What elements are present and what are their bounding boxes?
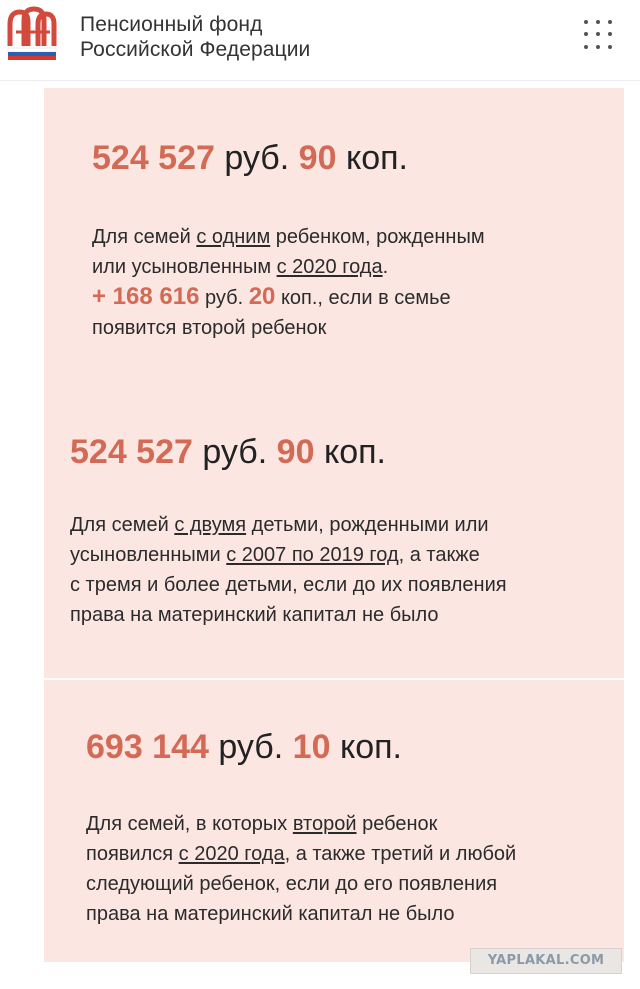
desc-text: права на материнский капитал не было xyxy=(70,604,439,626)
amount-kop: 90 xyxy=(276,433,315,471)
amount-kop: 90 xyxy=(298,139,337,177)
capital-amount xyxy=(70,432,507,472)
rub-label: руб. xyxy=(218,728,284,766)
amount-rub: 524 527 xyxy=(70,433,193,471)
desc-text: Для семей, в которых xyxy=(86,813,293,835)
org-name-line1: Пенсионный фонд xyxy=(80,13,263,36)
desc-highlight: с 2020 года xyxy=(276,256,383,278)
capital-description xyxy=(92,222,485,343)
amount-rub: 524 527 xyxy=(92,139,215,177)
capital-block-second-child xyxy=(86,727,516,929)
desc-text: следующий ребенок, если до его появления xyxy=(86,873,498,895)
amount-rub: 693 144 xyxy=(86,728,209,766)
desc-highlight: с одним xyxy=(196,226,271,248)
desc-text: , а также xyxy=(398,544,480,566)
capital-block-two-children xyxy=(70,432,507,630)
capital-description xyxy=(70,510,507,630)
desc-text: или усыновленным xyxy=(92,256,277,278)
desc-highlight: с двумя xyxy=(174,514,247,536)
desc-highlight: с 2007 по 2019 год xyxy=(226,544,399,566)
desc-text: Для семей xyxy=(92,226,197,248)
desc-text: , а также третий и любой xyxy=(284,843,517,865)
org-name[interactable] xyxy=(80,12,310,62)
pfr-logo-icon[interactable] xyxy=(6,6,58,62)
desc-text: ребенком, рожденным xyxy=(270,226,485,248)
desc-text: Для семей xyxy=(70,514,175,536)
capital-amount xyxy=(92,138,485,178)
capital-description xyxy=(86,809,516,929)
capital-block-one-child xyxy=(92,138,485,343)
desc-text: появится второй ребенок xyxy=(92,317,327,339)
kop-label: коп. xyxy=(339,728,402,766)
bonus-tail: коп., если в семье xyxy=(275,287,451,309)
rub-label: руб. xyxy=(202,433,268,471)
desc-text: появился xyxy=(86,843,179,865)
desc-text: с тремя и более детьми, если до их появления xyxy=(70,574,507,596)
rub-label: руб. xyxy=(224,139,290,177)
bonus-amount-rub: + 168 616 xyxy=(92,283,200,310)
desc-highlight: второй xyxy=(292,813,357,835)
desc-text: права на материнский капитал не было xyxy=(86,903,455,925)
kop-label: коп. xyxy=(345,139,408,177)
org-name-line2: Российской Федерации xyxy=(80,38,311,61)
desc-highlight: с 2020 года xyxy=(178,843,285,865)
desc-text: ребенок xyxy=(356,813,438,835)
site-header xyxy=(0,0,640,81)
bonus-rub-label: руб. xyxy=(199,287,249,309)
amount-kop: 10 xyxy=(292,728,331,766)
bonus-amount-kop: 20 xyxy=(248,283,276,310)
watermark-badge: YAPLAKAL.COM xyxy=(470,948,622,974)
desc-text: детьми, рожденными или xyxy=(246,514,489,536)
desc-text: . xyxy=(382,256,389,278)
kop-label: коп. xyxy=(323,433,386,471)
desc-text: усыновленными xyxy=(70,544,227,566)
capital-amount xyxy=(86,727,516,767)
grid-menu-icon[interactable] xyxy=(584,20,612,50)
